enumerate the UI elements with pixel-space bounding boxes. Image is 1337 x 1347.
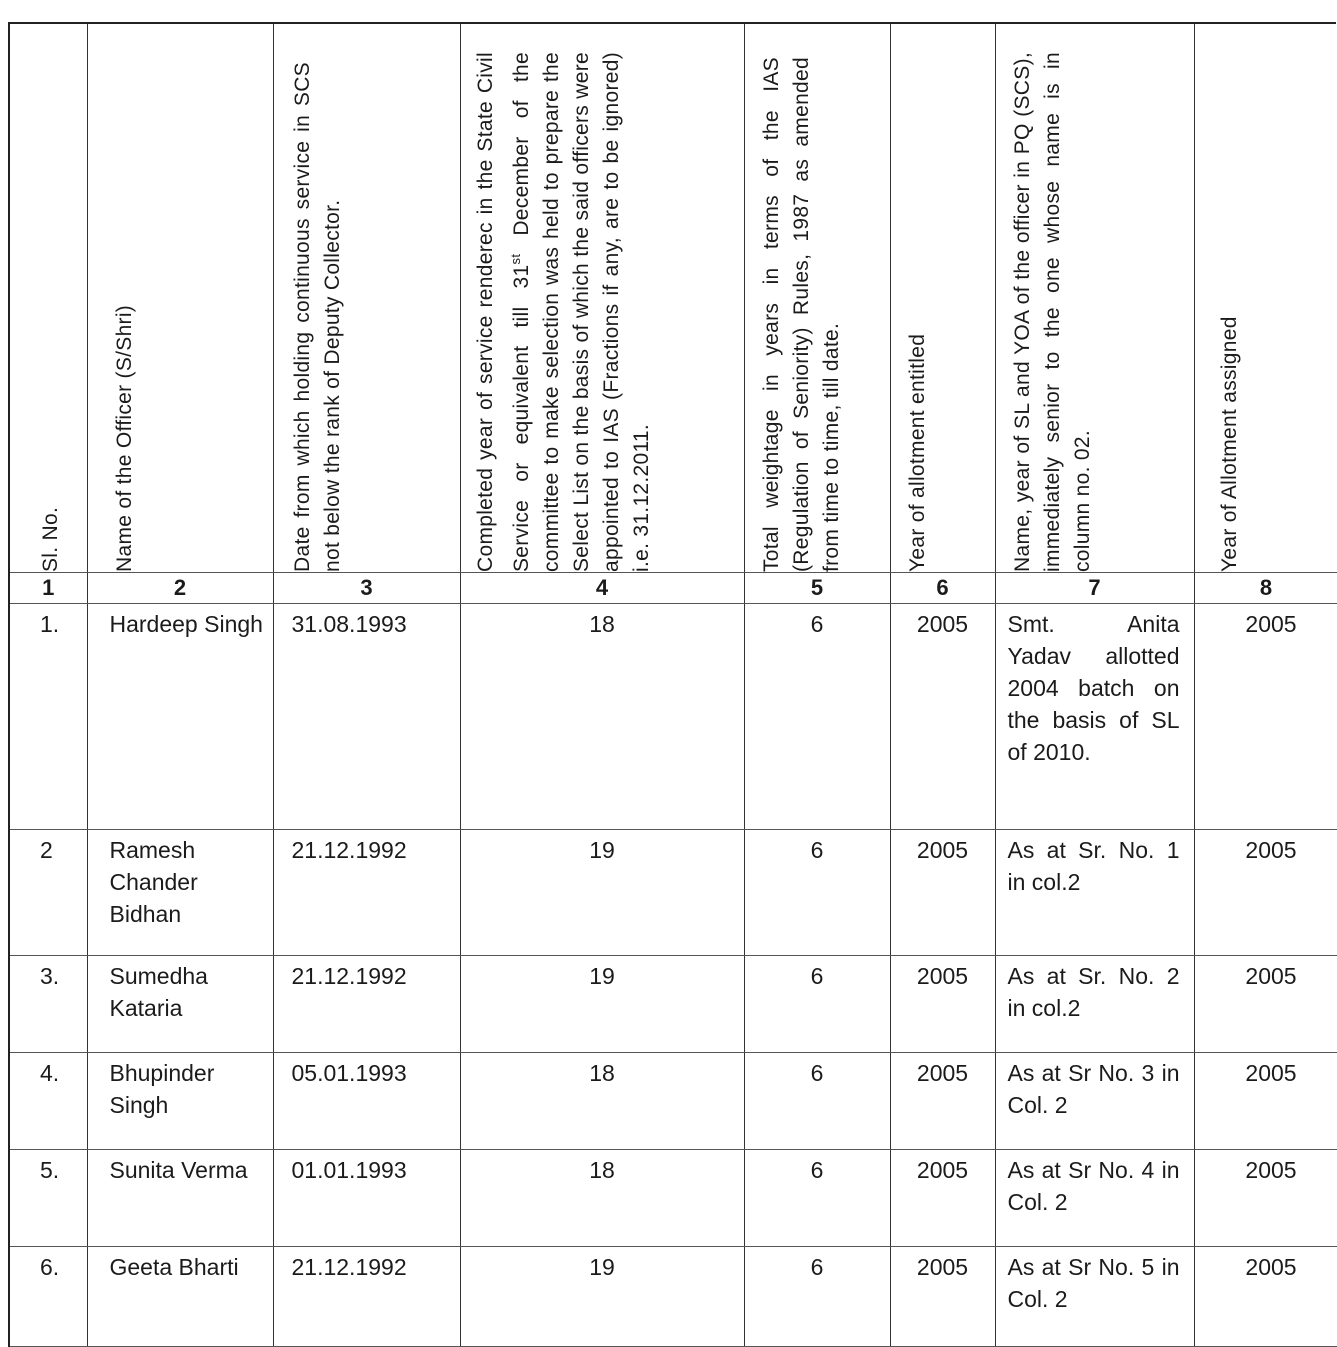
cell-sl-no: 1. bbox=[10, 603, 87, 829]
cell-weightage: 6 bbox=[744, 603, 890, 829]
cell-completed-years: 18 bbox=[460, 1052, 744, 1149]
table-row bbox=[10, 1149, 1337, 1246]
cell-sl-no: 2 bbox=[10, 829, 87, 955]
column-number: 2 bbox=[87, 572, 273, 603]
cell-service-date: 21.12.1992 bbox=[273, 1246, 460, 1346]
cell-senior-officer: As at Sr No. 5 in Col. 2 bbox=[995, 1246, 1194, 1346]
cell-senior-officer: As at Sr No. 4 in Col. 2 bbox=[995, 1149, 1194, 1246]
cell-completed-years: 19 bbox=[460, 1246, 744, 1346]
header-officer-name: Name of the Officer (S/Shri) bbox=[87, 24, 273, 572]
column-number: 7 bbox=[995, 572, 1194, 603]
cell-sl-no: 3. bbox=[10, 955, 87, 1052]
cell-sl-no: 6. bbox=[10, 1246, 87, 1346]
header-total-weightage: Total weightage in years in terms of the IAS (Regulation of Seniority) Rules, 1987 as amended from time to time, till date. bbox=[744, 24, 890, 572]
cell-sl-no: 5. bbox=[10, 1149, 87, 1246]
cell-year-entitled: 2005 bbox=[890, 1052, 995, 1149]
cell-sl-no: 4. bbox=[10, 1052, 87, 1149]
table-row bbox=[10, 1246, 1337, 1346]
column-number: 5 bbox=[744, 572, 890, 603]
header-year-entitled: Year of allotment entitled bbox=[890, 24, 995, 572]
cell-year-assigned: 2005 bbox=[1194, 603, 1337, 829]
header-c4-superscript: st bbox=[507, 253, 523, 265]
cell-completed-years: 18 bbox=[460, 603, 744, 829]
cell-service-date: 01.01.1993 bbox=[273, 1149, 460, 1246]
table-row bbox=[10, 955, 1337, 1052]
cell-year-assigned: 2005 bbox=[1194, 1149, 1337, 1246]
header-sl-no: Sl. No. bbox=[10, 24, 87, 572]
header-c4-text-b: December of the committee to make selection was held to prepare the Select List on the basis of which the said officers were appointed to IAS (Fractions if any, are to be ignored) i.e. 31.12.2011. bbox=[509, 52, 653, 572]
cell-service-date: 21.12.1992 bbox=[273, 829, 460, 955]
allotment-document bbox=[8, 22, 1336, 1347]
allotment-table bbox=[10, 24, 1337, 1347]
column-number: 8 bbox=[1194, 572, 1337, 603]
table-row bbox=[10, 603, 1337, 829]
column-number: 4 bbox=[460, 572, 744, 603]
header-row bbox=[10, 24, 1337, 572]
cell-year-entitled: 2005 bbox=[890, 1246, 995, 1346]
cell-year-assigned: 2005 bbox=[1194, 829, 1337, 955]
cell-completed-years: 19 bbox=[460, 955, 744, 1052]
cell-senior-officer: Smt. Anita Yadav allotted 2004 batch on the basis of SL of 2010. bbox=[995, 603, 1194, 829]
cell-service-date: 05.01.1993 bbox=[273, 1052, 460, 1149]
cell-officer-name: Ramesh Chander Bidhan bbox=[87, 829, 273, 955]
cell-officer-name: Sumedha Kataria bbox=[87, 955, 273, 1052]
column-number: 3 bbox=[273, 572, 460, 603]
table-row bbox=[10, 1052, 1337, 1149]
cell-officer-name: Hardeep Singh bbox=[87, 603, 273, 829]
cell-senior-officer: As at Sr. No. 2 in col.2 bbox=[995, 955, 1194, 1052]
header-scs-service-date: Date from which holding continuous service in SCS not below the rank of Deputy Collector. bbox=[273, 24, 460, 572]
cell-year-assigned: 2005 bbox=[1194, 1246, 1337, 1346]
cell-weightage: 6 bbox=[744, 1052, 890, 1149]
cell-completed-years: 19 bbox=[460, 829, 744, 955]
header-senior-officer: Name, year of SL and YOA of the officer in PQ (SCS), immediately senior to the one whose name is in column no. 02. bbox=[995, 24, 1194, 572]
cell-officer-name: Geeta Bharti bbox=[87, 1246, 273, 1346]
cell-weightage: 6 bbox=[744, 1246, 890, 1346]
column-number: 1 bbox=[10, 572, 87, 603]
cell-year-assigned: 2005 bbox=[1194, 1052, 1337, 1149]
cell-service-date: 31.08.1993 bbox=[273, 603, 460, 829]
cell-year-entitled: 2005 bbox=[890, 955, 995, 1052]
cell-officer-name: Bhupinder Singh bbox=[87, 1052, 273, 1149]
cell-year-entitled: 2005 bbox=[890, 603, 995, 829]
cell-service-date: 21.12.1992 bbox=[273, 955, 460, 1052]
table-row bbox=[10, 829, 1337, 955]
header-completed-years bbox=[460, 24, 744, 572]
cell-completed-years: 18 bbox=[460, 1149, 744, 1246]
cell-year-assigned: 2005 bbox=[1194, 955, 1337, 1052]
cell-senior-officer: As at Sr No. 3 in Col. 2 bbox=[995, 1052, 1194, 1149]
header-year-assigned: Year of Allotment assigned bbox=[1194, 24, 1337, 572]
cell-weightage: 6 bbox=[744, 955, 890, 1052]
column-number-row bbox=[10, 572, 1337, 603]
cell-weightage: 6 bbox=[744, 1149, 890, 1246]
cell-senior-officer: As at Sr. No. 1 in col.2 bbox=[995, 829, 1194, 955]
cell-officer-name: Sunita Verma bbox=[87, 1149, 273, 1246]
cell-year-entitled: 2005 bbox=[890, 829, 995, 955]
cell-year-entitled: 2005 bbox=[890, 1149, 995, 1246]
header-c4-text-a: Completed year of service renderec in the State Civil Service or equivalent till 31 bbox=[473, 52, 533, 572]
column-number: 6 bbox=[890, 572, 995, 603]
cell-weightage: 6 bbox=[744, 829, 890, 955]
